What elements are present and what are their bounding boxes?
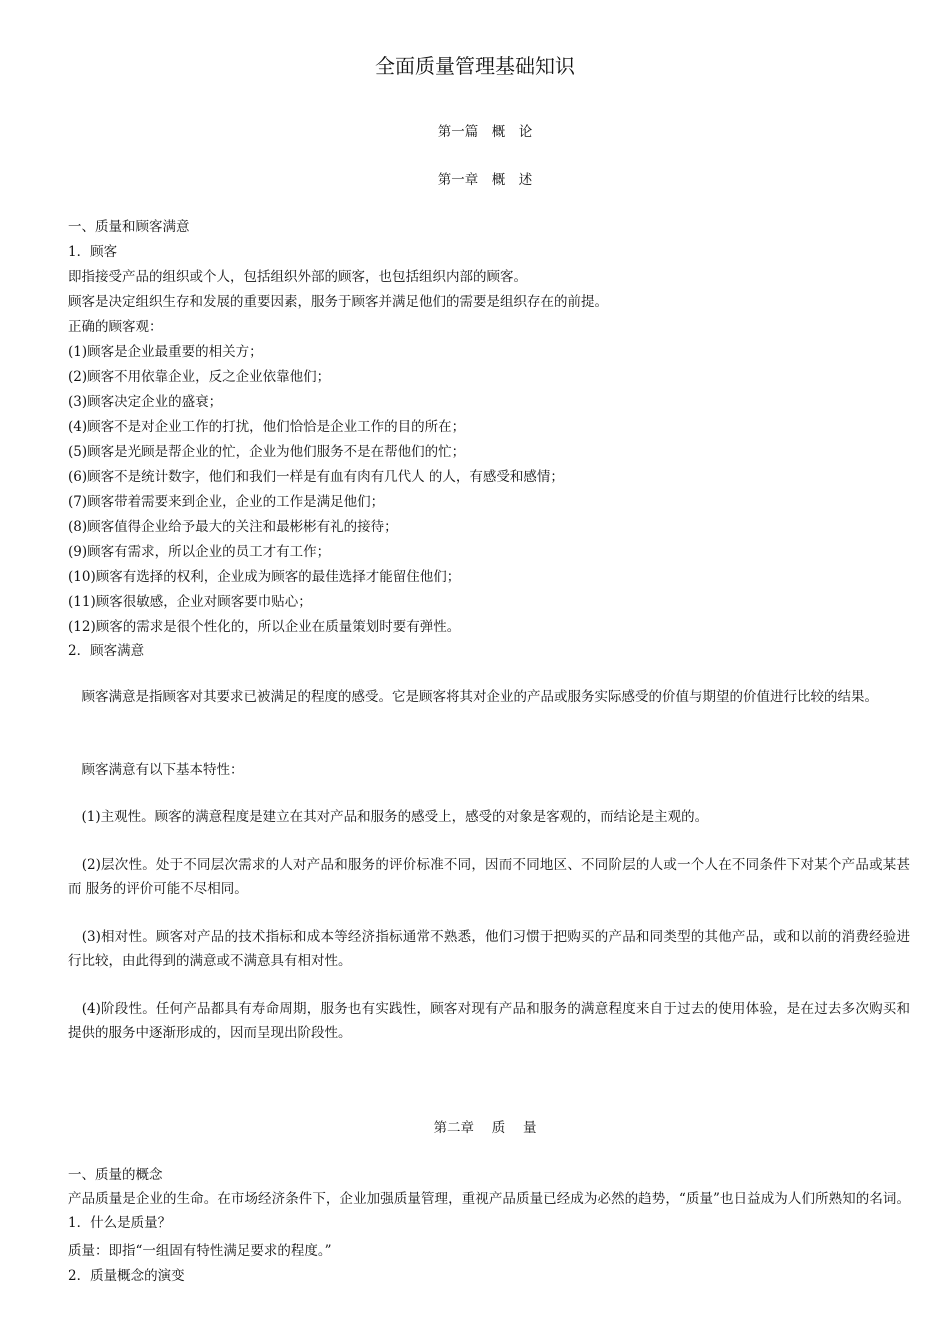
list-item: (7)顾客带着需要来到企业，企业的工作是满足他们； [68,494,385,510]
list-item: (5)顾客是光顾是帮企业的忙，企业为他们服务不是在帮他们的忙； [68,444,466,460]
list-item: (9)顾客有需求，所以企业的员工才有工作； [68,544,331,560]
list-item: (10)顾客有选择的权利，企业成为顾客的最佳选择才能留住他们； [68,569,461,585]
list-item: (4)顾客不是对企业工作的打扰，他们恰恰是企业工作的目的所在； [68,419,466,435]
document-title: 全面质量管理基础知识 [375,54,575,78]
paragraph: (3)相对性。顾客对产品的技术指标和成本等经济指标通常不熟悉，他们习惯于把购买的产品和同类型的其他产品，或和以前的消费经验进行比较，由此得到的满意或不满意具有相对性。 [68,929,910,969]
section-heading: 一、质量和顾客满意 [68,219,190,235]
paragraph: (1)主观性。顾客的满意程度是建立在其对产品和服务的感受上，感受的对象是客观的，而结论是主观的。 [68,809,709,825]
list-item: (1)顾客是企业最重要的相关方； [68,344,263,360]
text-line: 即指接受产品的组织或个人，包括组织外部的顾客，也包括组织内部的顾客。 [68,269,527,285]
section-heading: 一、质量的概念 [68,1167,163,1183]
paragraph: (4)阶段性。任何产品都具有寿命周期，服务也有实践性，顾客对现有产品和服务的满意程度来自于过去的使用体验，是在过去多次购买和提供的服务中逐渐形成的，因而呈现出阶段性。 [68,1001,910,1041]
paragraph: 顾客满意有以下基本特性： [68,762,244,778]
paragraph: (2)层次性。处于不同层次需求的人对产品和服务的评价标准不同，因而不同地区、不同阶层的人或一个人在不同条件下对某个产品或某甚而 服务的评价可能不尽相同。 [68,857,910,897]
chapter-heading: 第一章 概 述 [437,172,533,188]
paragraph: 顾客满意是指顾客对其要求已被满足的程度的感受。它是顾客将其对企业的产品或服务实际感受的价值与期望的价值进行比较的结果。 [68,689,878,705]
text-line: 顾客是决定组织生存和发展的重要因素，服务于顾客并满足他们的需要是组织存在的前提。 [68,294,608,310]
subsection-heading: 1．顾客 [68,244,118,260]
list-item: (12)顾客的需求是很个性化的，所以企业在质量策划时要有弹性。 [68,619,461,635]
paragraph: 产品质量是企业的生命。在市场经济条件下，企业加强质量管理，重视产品质量已经成为必然的趋势，“质量”也日益成为人们所熟知的名词。 1．什么是质量？ [68,1191,910,1231]
list-item: (11)顾客很敏感，企业对顾客要巾贴心； [68,594,312,610]
list-item: (3)顾客决定企业的盛衰； [68,394,223,410]
text-line: 正确的顾客观： [68,319,163,335]
text-line: 质量：即指“一组固有特性满足要求的程度。” [68,1243,332,1259]
part-heading: 第一篇 概 论 [437,124,533,140]
list-item: (6)顾客不是统计数字，他们和我们一样是有血有肉有几代人 的人，有感受和感情； [68,469,564,485]
subsection-heading: 2．质量概念的演变 [68,1268,185,1284]
list-item: (2)顾客不用依靠企业，反之企业依靠他们； [68,369,331,385]
chapter-heading: 第二章 质 量 [433,1120,537,1136]
subsection-heading: 2．顾客满意 [68,643,145,659]
list-item: (8)顾客值得企业给予最大的关注和最彬彬有礼的接待； [68,519,398,535]
